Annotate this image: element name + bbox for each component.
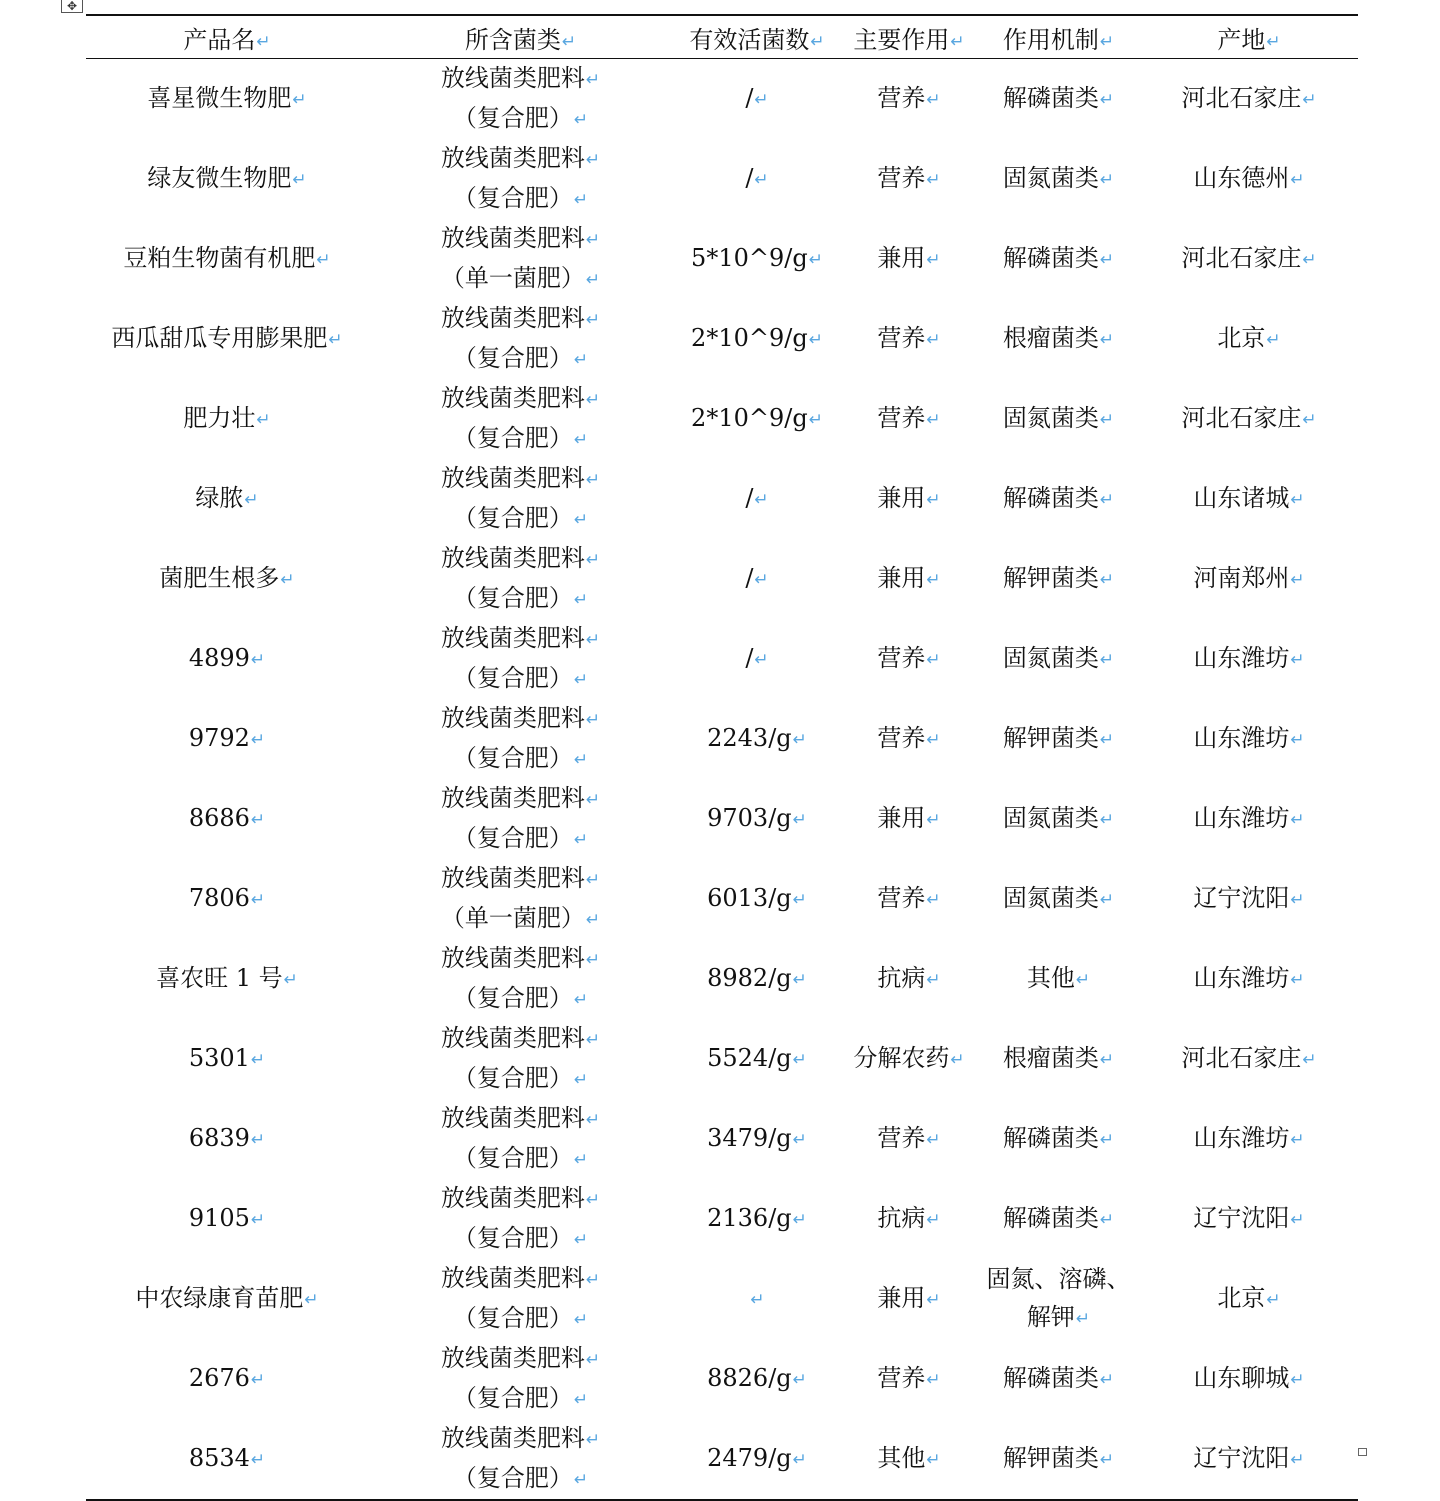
paragraph-mark-icon: ↵: [810, 31, 825, 52]
paragraph-mark-icon: ↵: [573, 750, 589, 770]
paragraph-mark-icon: ↵: [585, 710, 601, 730]
table-header-row: [86, 15, 1358, 59]
cell-main-function: 兼用↵: [877, 484, 941, 512]
cell-origin: 山东潍坊↵: [1193, 964, 1305, 992]
cell-bacteria-type: 放线菌类肥料↵ （单一菌肥）↵: [440, 864, 601, 932]
paragraph-mark-icon: ↵: [250, 1130, 266, 1150]
cell-origin: 山东聊城↵: [1193, 1364, 1305, 1392]
cell-origin: 山东诸城↵: [1193, 484, 1305, 512]
paragraph-mark-icon: ↵: [585, 950, 601, 970]
cell-bacteria-type: 放线菌类肥料↵ （复合肥）↵: [440, 1344, 601, 1412]
paragraph-mark-icon: ↵: [573, 1230, 589, 1250]
cell-mechanism: 固氮菌类↵: [1002, 164, 1115, 192]
cell-mechanism: 解磷菌类↵: [1002, 1204, 1115, 1232]
paragraph-mark-icon: ↵: [1290, 730, 1305, 750]
header-mechanism: 作用机制↵: [977, 15, 1140, 59]
table-row: [86, 619, 1358, 699]
paragraph-mark-icon: ↵: [1099, 570, 1115, 590]
paragraph-mark-icon: ↵: [585, 550, 601, 570]
paragraph-mark-icon: ↵: [1266, 1290, 1281, 1310]
paragraph-mark-icon: ↵: [1075, 1309, 1091, 1329]
cell-bacteria-type: 放线菌类肥料↵ （单一菌肥）↵: [440, 224, 601, 292]
cell-bacteria-type: 放线菌类肥料↵ （复合肥）↵: [440, 1104, 601, 1172]
cell-origin: 北京↵: [1217, 324, 1281, 352]
cell-bacteria-type: 放线菌类肥料↵ （复合肥）↵: [440, 1184, 601, 1252]
cell-mechanism: 解磷菌类↵: [1002, 244, 1115, 272]
header-main-function: 主要作用↵: [841, 15, 977, 59]
cell-viable-count: 2479/g↵: [673, 1419, 841, 1500]
cell-product-name: 7806↵: [188, 884, 266, 912]
cell-origin: 河北石家庄↵: [1181, 244, 1317, 272]
cell-product-name: 喜农旺 1 号↵: [156, 964, 298, 992]
paragraph-mark-icon: ↵: [573, 1310, 589, 1330]
paragraph-mark-icon: ↵: [573, 1070, 589, 1090]
paragraph-mark-icon: ↵: [585, 1030, 601, 1050]
cell-viable-count: /↵: [745, 564, 769, 592]
cell-bacteria-type: 放线菌类肥料↵ （复合肥）↵: [440, 1264, 601, 1332]
cell-main-function: 营养↵: [877, 84, 941, 112]
cell-mechanism: 根瘤菌类↵: [1002, 1044, 1115, 1072]
cell-product-name: 4899↵: [188, 644, 266, 672]
paragraph-mark-icon: ↵: [1099, 650, 1115, 670]
paragraph-mark-icon: ↵: [808, 250, 823, 270]
paragraph-mark-icon: ↵: [792, 730, 807, 750]
paragraph-mark-icon: ↵: [1099, 810, 1115, 830]
table-row: [86, 1419, 1358, 1500]
paragraph-mark-icon: ↵: [792, 970, 807, 990]
paragraph-mark-icon: ↵: [926, 330, 941, 350]
paragraph-mark-icon: ↵: [754, 90, 769, 110]
paragraph-mark-icon: ↵: [250, 1450, 266, 1470]
paragraph-mark-icon: ↵: [1290, 1130, 1305, 1150]
paragraph-mark-icon: ↵: [573, 1470, 589, 1490]
paragraph-mark-icon: ↵: [950, 31, 965, 52]
paragraph-mark-icon: ↵: [561, 31, 577, 52]
paragraph-mark-icon: ↵: [283, 970, 298, 990]
paragraph-mark-icon: ↵: [585, 1190, 601, 1210]
cell-viable-count: 2136/g↵: [707, 1204, 807, 1232]
paragraph-mark-icon: ↵: [1099, 1130, 1115, 1150]
table-resize-handle[interactable]: [1358, 1448, 1367, 1456]
paragraph-mark-icon: ↵: [1099, 170, 1115, 190]
paragraph-mark-icon: ↵: [585, 390, 601, 410]
paragraph-mark-icon: ↵: [1290, 170, 1305, 190]
paragraph-mark-icon: ↵: [573, 1150, 589, 1170]
paragraph-mark-icon: ↵: [304, 1290, 319, 1310]
cell-main-function: 兼用↵: [877, 244, 941, 272]
table-row: [86, 939, 1358, 1019]
table-row: [86, 459, 1358, 539]
paragraph-mark-icon: ↵: [750, 1290, 765, 1310]
cell-main-function: 营养↵: [877, 884, 941, 912]
cell-product-name: 8686↵: [188, 804, 266, 832]
cell-bacteria-type: 放线菌类肥料↵ （复合肥）↵: [440, 624, 601, 692]
paragraph-mark-icon: ↵: [950, 1050, 965, 1070]
cell-origin: 河南郑州↵: [1193, 564, 1305, 592]
cell-mechanism: 解磷菌类↵: [1002, 484, 1115, 512]
paragraph-mark-icon: ↵: [1290, 1210, 1305, 1230]
paragraph-mark-icon: ↵: [926, 570, 941, 590]
paragraph-mark-icon: ↵: [1099, 490, 1115, 510]
cell-mechanism: 解磷菌类↵: [1002, 84, 1115, 112]
cell-bacteria-type: 放线菌类肥料↵ （复合肥）↵: [440, 1024, 601, 1092]
paragraph-mark-icon: ↵: [585, 790, 601, 810]
cell-product-name: 绿友微生物肥↵: [147, 164, 307, 192]
paragraph-mark-icon: ↵: [792, 1130, 807, 1150]
cell-viable-count: 5524/g↵: [707, 1044, 807, 1072]
paragraph-mark-icon: ↵: [1266, 330, 1281, 350]
paragraph-mark-icon: ↵: [256, 31, 271, 52]
paragraph-mark-icon: ↵: [926, 970, 941, 990]
paragraph-mark-icon: ↵: [573, 1390, 589, 1410]
cell-bacteria-type: 放线菌类肥料↵ （复合肥）↵: [440, 544, 601, 612]
paragraph-mark-icon: ↵: [1099, 31, 1115, 52]
paragraph-mark-icon: ↵: [808, 410, 823, 430]
paragraph-mark-icon: ↵: [1099, 730, 1115, 750]
paragraph-mark-icon: ↵: [754, 650, 769, 670]
paragraph-mark-icon: ↵: [1302, 250, 1317, 270]
table-row: [86, 859, 1358, 939]
table-row: [86, 1019, 1358, 1099]
cell-bacteria-type: 放线菌类肥料↵ （复合肥）↵: [440, 384, 601, 452]
header-product-name: 产品名↵: [86, 15, 368, 59]
cell-viable-count: /↵: [745, 84, 769, 112]
cell-mechanism: 解磷菌类↵: [1002, 1124, 1115, 1152]
paragraph-mark-icon: ↵: [585, 1110, 601, 1130]
cell-mechanism: 固氮菌类↵: [1002, 644, 1115, 672]
paragraph-mark-icon: ↵: [585, 270, 601, 290]
paragraph-mark-icon: ↵: [792, 1050, 807, 1070]
paragraph-mark-icon: ↵: [573, 110, 589, 130]
table-row: [86, 699, 1358, 779]
cell-product-name: 喜星微生物肥↵: [147, 84, 307, 112]
cell-product-name: 绿脓↵: [195, 484, 259, 512]
table-move-handle[interactable]: [61, 0, 83, 13]
paragraph-mark-icon: ↵: [926, 410, 941, 430]
cell-mechanism: 固氮菌类↵: [1002, 404, 1115, 432]
paragraph-mark-icon: ↵: [792, 1210, 807, 1230]
cell-viable-count: /↵: [745, 484, 769, 512]
paragraph-mark-icon: ↵: [573, 670, 589, 690]
cell-viable-count: 3479/g↵: [707, 1124, 807, 1152]
cell-product-name: 6839↵: [188, 1124, 266, 1152]
paragraph-mark-icon: ↵: [573, 830, 589, 850]
paragraph-mark-icon: ↵: [926, 170, 941, 190]
cell-main-function: 营养↵: [877, 404, 941, 432]
paragraph-mark-icon: ↵: [256, 410, 271, 430]
paragraph-mark-icon: ↵: [808, 330, 823, 350]
paragraph-mark-icon: ↵: [1302, 410, 1317, 430]
paragraph-mark-icon: ↵: [926, 1450, 941, 1470]
paragraph-mark-icon: ↵: [585, 870, 601, 890]
paragraph-mark-icon: ↵: [1099, 250, 1115, 270]
cell-product-name: 9792↵: [188, 724, 266, 752]
paragraph-mark-icon: ↵: [280, 570, 295, 590]
cell-origin: 山东潍坊↵: [1193, 724, 1305, 752]
cell-main-function: 分解农药↵: [853, 1044, 965, 1072]
paragraph-mark-icon: ↵: [250, 730, 266, 750]
paragraph-mark-icon: ↵: [1290, 490, 1305, 510]
paragraph-mark-icon: ↵: [926, 490, 941, 510]
paragraph-mark-icon: ↵: [1099, 1050, 1115, 1070]
header-viable-count: 有效活菌数↵: [673, 15, 841, 59]
fertilizer-table: [86, 14, 1358, 1501]
cell-product-name: 中农绿康育苗肥↵: [135, 1284, 319, 1312]
paragraph-mark-icon: ↵: [754, 170, 769, 190]
cell-viable-count: 9703/g↵: [707, 804, 807, 832]
cell-origin: 北京↵: [1217, 1284, 1281, 1312]
paragraph-mark-icon: ↵: [1099, 90, 1115, 110]
paragraph-mark-icon: ↵: [1099, 1450, 1115, 1470]
paragraph-mark-icon: ↵: [250, 810, 266, 830]
cell-main-function: 兼用↵: [877, 1284, 941, 1312]
cell-mechanism: 解磷菌类↵: [1002, 1364, 1115, 1392]
paragraph-mark-icon: ↵: [573, 190, 589, 210]
paragraph-mark-icon: ↵: [792, 810, 807, 830]
cell-origin: 河北石家庄↵: [1181, 84, 1317, 112]
paragraph-mark-icon: ↵: [573, 590, 589, 610]
paragraph-mark-icon: ↵: [250, 650, 266, 670]
paragraph-mark-icon: ↵: [1290, 890, 1305, 910]
cell-viable-count: 8982/g↵: [707, 964, 807, 992]
paragraph-mark-icon: ↵: [585, 1270, 601, 1290]
paragraph-mark-icon: ↵: [250, 890, 266, 910]
cell-product-name: 豆粕生物菌有机肥↵: [123, 244, 331, 272]
table-row: [86, 59, 1358, 140]
table-row: [86, 219, 1358, 299]
cell-product-name: 2676↵: [188, 1364, 266, 1392]
cell-bacteria-type: 放线菌类肥料↵ （复合肥）↵: [440, 64, 601, 132]
paragraph-mark-icon: ↵: [792, 1370, 807, 1390]
paragraph-mark-icon: ↵: [1302, 90, 1317, 110]
paragraph-mark-icon: ↵: [585, 310, 601, 330]
paragraph-mark-icon: ↵: [585, 630, 601, 650]
table-row: [86, 379, 1358, 459]
paragraph-mark-icon: ↵: [292, 90, 307, 110]
paragraph-mark-icon: ↵: [1290, 650, 1305, 670]
paragraph-mark-icon: ↵: [926, 650, 941, 670]
cell-mechanism: 解钾菌类↵: [1002, 724, 1115, 752]
paragraph-mark-icon: ↵: [1099, 890, 1115, 910]
paragraph-mark-icon: ↵: [573, 510, 589, 530]
cell-viable-count: /↵: [745, 644, 769, 672]
paragraph-mark-icon: ↵: [1290, 1450, 1305, 1470]
paragraph-mark-icon: ↵: [585, 1350, 601, 1370]
cell-origin: 山东潍坊↵: [1193, 804, 1305, 832]
paragraph-mark-icon: ↵: [244, 490, 259, 510]
cell-main-function: 抗病↵: [877, 1204, 941, 1232]
paragraph-mark-icon: ↵: [926, 90, 941, 110]
cell-main-function: 其他↵: [841, 1419, 977, 1500]
cell-viable-count: 5*10^9/g↵: [691, 244, 823, 272]
header-bacteria-type: 所含菌类↵: [368, 15, 673, 59]
cell-product-name: 8534↵: [86, 1419, 368, 1500]
table-row: [86, 139, 1358, 219]
cell-main-function: 营养↵: [877, 644, 941, 672]
paragraph-mark-icon: ↵: [573, 990, 589, 1010]
paragraph-mark-icon: ↵: [292, 170, 307, 190]
cell-bacteria-type: 放线菌类肥料↵ （复合肥）↵: [440, 944, 601, 1012]
cell-origin: 河北石家庄↵: [1181, 404, 1317, 432]
cell-mechanism: 固氮菌类↵: [1002, 804, 1115, 832]
paragraph-mark-icon: ↵: [1099, 330, 1115, 350]
paragraph-mark-icon: ↵: [754, 490, 769, 510]
paragraph-mark-icon: ↵: [1302, 1050, 1317, 1070]
cell-product-name: 西瓜甜瓜专用膨果肥↵: [111, 324, 343, 352]
cell-origin: 山东德州↵: [1193, 164, 1305, 192]
paragraph-mark-icon: ↵: [754, 570, 769, 590]
cell-main-function: 兼用↵: [877, 804, 941, 832]
paragraph-mark-icon: ↵: [1290, 970, 1305, 990]
cell-main-function: 营养↵: [877, 1124, 941, 1152]
cell-origin: 山东潍坊↵: [1193, 644, 1305, 672]
cell-main-function: 营养↵: [877, 1364, 941, 1392]
paragraph-mark-icon: ↵: [1290, 810, 1305, 830]
table-row: [86, 779, 1358, 859]
paragraph-mark-icon: ↵: [926, 810, 941, 830]
paragraph-mark-icon: ↵: [926, 1130, 941, 1150]
paragraph-mark-icon: ↵: [926, 250, 941, 270]
cell-main-function: 营养↵: [877, 724, 941, 752]
cell-bacteria-type: 放线菌类肥料↵ （复合肥）↵: [440, 304, 601, 372]
paragraph-mark-icon: ↵: [585, 230, 601, 250]
paragraph-mark-icon: ↵: [250, 1210, 266, 1230]
paragraph-mark-icon: ↵: [250, 1050, 266, 1070]
cell-viable-count: 8826/g↵: [707, 1364, 807, 1392]
cell-bacteria-type: 放线菌类肥料↵ （复合肥）↵: [368, 1419, 673, 1500]
paragraph-mark-icon: ↵: [585, 1430, 601, 1450]
cell-bacteria-type: 放线菌类肥料↵ （复合肥）↵: [440, 704, 601, 772]
cell-mechanism: 固氮菌类↵: [1002, 884, 1115, 912]
cell-mechanism: 固氮、溶磷、 解钾↵: [986, 1265, 1131, 1331]
cell-viable-count: 6013/g↵: [707, 884, 807, 912]
cell-bacteria-type: 放线菌类肥料↵ （复合肥）↵: [440, 464, 601, 532]
paragraph-mark-icon: ↵: [1075, 970, 1091, 990]
paragraph-mark-icon: ↵: [926, 730, 941, 750]
cell-mechanism: 其他↵: [1026, 964, 1091, 992]
paragraph-mark-icon: ↵: [585, 470, 601, 490]
cell-product-name: 9105↵: [188, 1204, 266, 1232]
paragraph-mark-icon: ↵: [1099, 1370, 1115, 1390]
cell-origin: 辽宁沈阳↵: [1140, 1419, 1358, 1500]
cell-product-name: 肥力壮↵: [183, 404, 271, 432]
paragraph-mark-icon: ↵: [926, 1370, 941, 1390]
paragraph-mark-icon: ↵: [1290, 570, 1305, 590]
paragraph-mark-icon: ↵: [792, 890, 807, 910]
paragraph-mark-icon: ↵: [926, 1210, 941, 1230]
cell-product-name: 菌肥生根多↵: [159, 564, 295, 592]
paragraph-mark-icon: ↵: [1099, 410, 1115, 430]
table-body: [86, 59, 1358, 1501]
paragraph-mark-icon: ↵: [250, 1370, 266, 1390]
cell-viable-count: /↵: [745, 164, 769, 192]
table-row: [86, 539, 1358, 619]
cell-mechanism: 解钾菌类↵: [977, 1419, 1140, 1500]
cell-viable-count: 2*10^9/g↵: [691, 404, 823, 432]
cell-origin: 辽宁沈阳↵: [1193, 1204, 1305, 1232]
table-row: [86, 1259, 1358, 1339]
cell-viable-count: 2*10^9/g↵: [691, 324, 823, 352]
cell-mechanism: 解钾菌类↵: [1002, 564, 1115, 592]
cell-main-function: 营养↵: [877, 324, 941, 352]
paragraph-mark-icon: ↵: [926, 1290, 941, 1310]
cell-product-name: 5301↵: [188, 1044, 266, 1072]
paragraph-mark-icon: ↵: [585, 150, 601, 170]
paragraph-mark-icon: ↵: [1290, 1370, 1305, 1390]
paragraph-mark-icon: ↵: [573, 350, 589, 370]
cell-viable-count: 2243/g↵: [707, 724, 807, 752]
cell-origin: 河北石家庄↵: [1181, 1044, 1317, 1072]
paragraph-mark-icon: ↵: [573, 430, 589, 450]
paragraph-mark-icon: ↵: [792, 1450, 807, 1470]
table-row: [86, 299, 1358, 379]
paragraph-mark-icon: ↵: [1266, 31, 1281, 52]
cell-origin: 辽宁沈阳↵: [1193, 884, 1305, 912]
cell-bacteria-type: 放线菌类肥料↵ （复合肥）↵: [440, 144, 601, 212]
paragraph-mark-icon: ↵: [926, 890, 941, 910]
table-row: [86, 1179, 1358, 1259]
table-row: [86, 1099, 1358, 1179]
table-row: [86, 1339, 1358, 1419]
cell-mechanism: 根瘤菌类↵: [1002, 324, 1115, 352]
paragraph-mark-icon: ↵: [585, 910, 601, 930]
cell-viable-count: [673, 1259, 841, 1339]
paragraph-mark-icon: ↵: [328, 330, 343, 350]
cell-main-function: 兼用↵: [877, 564, 941, 592]
paragraph-mark-icon: ↵: [316, 250, 331, 270]
cell-main-function: 抗病↵: [877, 964, 941, 992]
move-icon: ✥: [66, 0, 78, 13]
paragraph-mark-icon: ↵: [1099, 1210, 1115, 1230]
cell-main-function: 营养↵: [877, 164, 941, 192]
header-origin: 产地↵: [1140, 15, 1358, 59]
cell-origin: 山东潍坊↵: [1193, 1124, 1305, 1152]
cell-bacteria-type: 放线菌类肥料↵ （复合肥）↵: [440, 784, 601, 852]
paragraph-mark-icon: ↵: [585, 70, 601, 90]
